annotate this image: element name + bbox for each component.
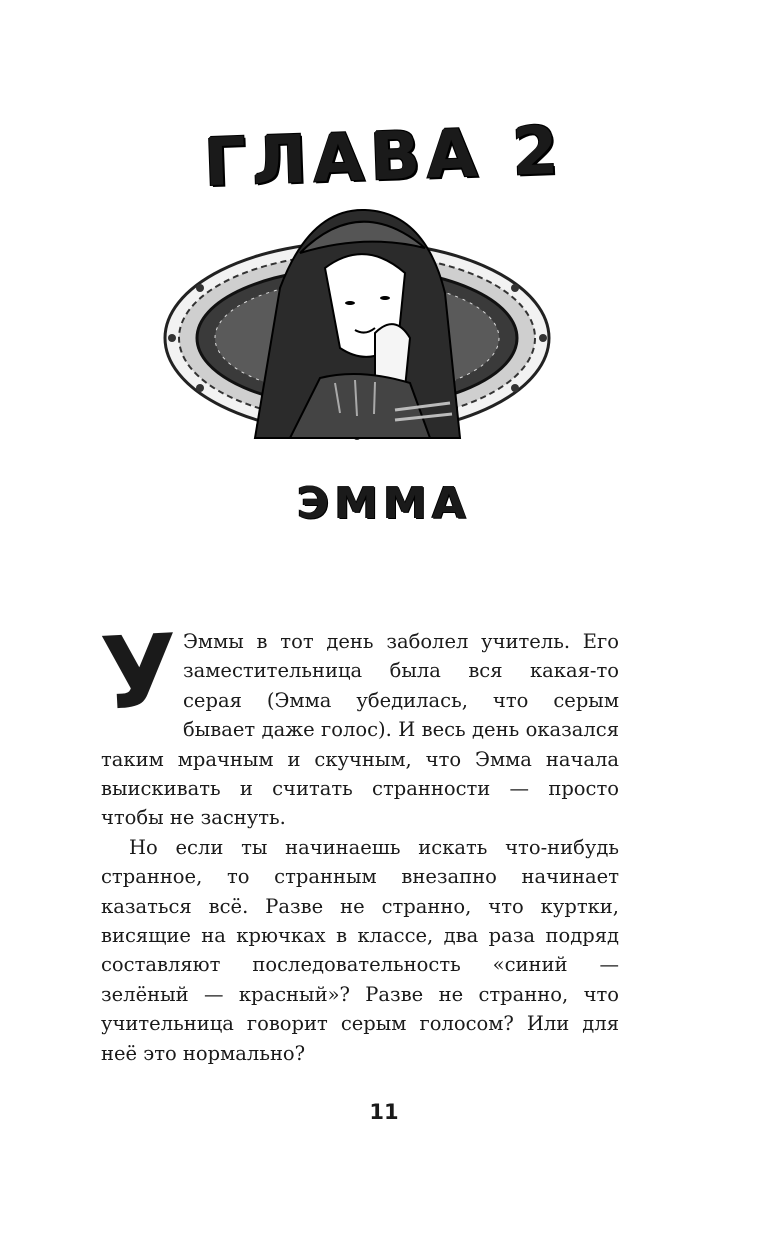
drop-cap: У [97,611,182,733]
girl-portrait-in-oval-frame-illustration [160,198,555,460]
character-name: ЭММА [297,478,471,529]
page-number: 11 [369,1100,399,1124]
paragraph-1-text: Эммы в тот день заболел учитель. Его заместительница была вся какая-то серая (Эмма убедилась, что серым бывает даже голос). И весь день оказался таким мрачным и скучным, что Эмма начала выискивать и считать странности — просто чтобы не заснуть. [101,630,619,830]
paragraph-2: Но если ты начинаешь искать что-нибудь странное, то странным внезапно начинает казаться всё. Разве не странно, что куртки, висящие на крючках в классе, два раза подряд составляют последовательность «синий — зелёный — красный»? Разве не странно, что учительница говорит серым голосом? Или для неё это нормально? [101,835,619,1065]
body-text [97,611,619,1068]
chapter-title: ГЛАВА 2 [202,111,566,202]
paragraph-1 [97,611,619,833]
